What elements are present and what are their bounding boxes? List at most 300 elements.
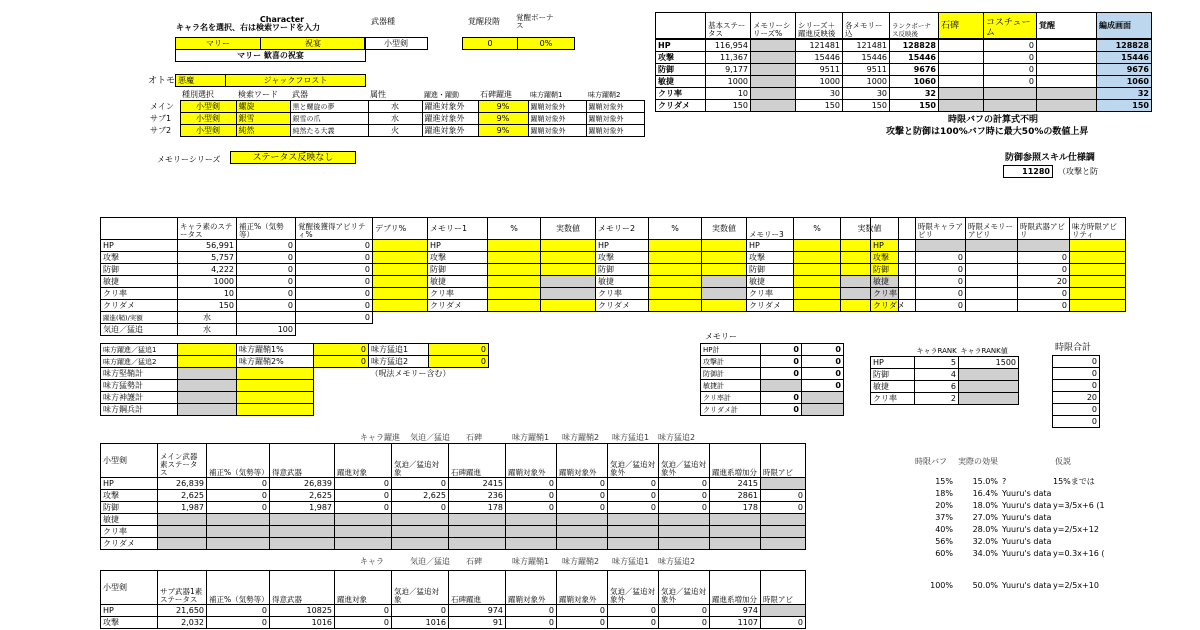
leap-value: 水 [178, 312, 237, 324]
memory-percent-input[interactable] [488, 252, 541, 264]
weapon-type-select[interactable]: 小型剣 [180, 113, 236, 125]
ally-mid-label[interactable] [237, 392, 314, 404]
weapon-stat-cell: 0 [335, 478, 392, 490]
weapon-stat-label: HP [101, 478, 158, 490]
memory-series-select[interactable]: ステータス反映なし [231, 152, 356, 164]
ally-timed-input[interactable] [1070, 264, 1126, 276]
weapon-preheader: キャラ [360, 557, 384, 566]
weapon-header: 属性 [370, 89, 386, 99]
stat-base: 1000 [178, 276, 237, 288]
weapon-stat-cell [608, 538, 659, 550]
memory-percent-input[interactable] [794, 300, 841, 312]
defense-ref-label: 防御参照スキル仕様調 [1005, 153, 1095, 163]
timed-weapon-abil: 0 [1018, 300, 1070, 312]
buff-source: Yuuru's data [1002, 501, 1052, 510]
char-name-cell[interactable]: マリー [176, 38, 261, 50]
memory-real-input[interactable] [702, 276, 747, 288]
memory-total-b: 0 [802, 368, 844, 380]
weapon-stat-row [101, 502, 806, 514]
buff-effect: 18.0% [972, 501, 998, 510]
weapon-ally2: 躍鞘対象外 [586, 125, 644, 137]
timed-weapon-abil [1018, 240, 1070, 252]
rank-label: HP [871, 357, 915, 369]
buff-header: 仮説 [1055, 457, 1071, 466]
timed-label: クリ率 [871, 288, 916, 300]
memory-stat-label: HP [428, 240, 488, 252]
weapon-header: 気迫／猛追対象外 [659, 444, 710, 478]
memory-percent-input[interactable] [649, 252, 702, 264]
stat-label: 攻撃 [101, 252, 178, 264]
weapon-header: 種別選択 [182, 89, 214, 99]
timed-mem-abil [966, 264, 1018, 276]
buff-source: Yuuru's data [1002, 513, 1052, 522]
ally-mid-value [314, 404, 369, 416]
weapon-header: 石碑躍進 [449, 571, 506, 605]
otomo-type-cell[interactable]: 悪魔 [176, 75, 226, 87]
stats-header: 実数値 [841, 218, 899, 240]
memory-percent-input[interactable] [649, 300, 702, 312]
memory-stat-label: クリ率 [428, 288, 488, 300]
buff-source: Yuuru's data [1002, 489, 1052, 498]
slot-label: メイン [150, 101, 174, 111]
weapon-header: 躍進対象 [335, 571, 392, 605]
summary-row-label: クリダメ [656, 100, 706, 112]
summary-row [656, 100, 1152, 112]
weapon-stat-cell: 26,839 [270, 478, 335, 490]
ally-input[interactable] [178, 392, 237, 404]
stat-label: クリ率 [101, 288, 178, 300]
summary-cell: 0 [984, 76, 1037, 88]
memory-total-label: 防御計 [701, 368, 761, 380]
memory-series-table [230, 151, 356, 164]
memory-stat-label: 攻撃 [596, 252, 649, 264]
memory-percent-input[interactable] [794, 252, 841, 264]
memory-percent-input[interactable] [488, 264, 541, 276]
weapon-header: 得意武器 [270, 444, 335, 478]
memory-percent-input[interactable] [794, 264, 841, 276]
summary-cell [751, 88, 796, 100]
defense-ref-table [1003, 165, 1053, 178]
rank-value[interactable]: 6 [915, 381, 959, 393]
summary-row [656, 64, 1152, 76]
memory-percent-input[interactable] [649, 276, 702, 288]
summary-cell: 121481 [796, 40, 843, 52]
summary-cell: 128828 [1097, 40, 1152, 52]
memory-percent-input[interactable] [488, 288, 541, 300]
memory-stat-label: HP [596, 240, 649, 252]
buff-hypothesis: y=0.3x+16 ( [1053, 549, 1105, 558]
timed-total-value: 0 [1053, 356, 1100, 368]
memory-total-row [701, 404, 844, 416]
memory-real-input[interactable] [541, 300, 596, 312]
stats-header: キャラ素のステータス [178, 218, 237, 240]
summary-body [655, 39, 1152, 112]
summary-cell [1037, 88, 1097, 100]
summary-cell [939, 88, 984, 100]
stat-base: 56,991 [178, 240, 237, 252]
slot-label: サブ2 [150, 125, 172, 135]
buff-value: 56% [935, 537, 953, 546]
weapon-header: 躍鞘対象外 [506, 571, 557, 605]
ally-input[interactable] [178, 404, 237, 416]
memory-total-b: 0 [802, 380, 844, 392]
weapon-leap: 躍進対象外 [422, 101, 478, 113]
memory-total-label: HP計 [701, 344, 761, 356]
summary-row [656, 88, 1152, 100]
weapon-type-select[interactable]: 小型剣 [180, 125, 236, 137]
memory-real-input[interactable] [541, 276, 596, 288]
weapon-stone[interactable]: 9% [478, 101, 528, 113]
ally-right-value[interactable]: 0 [429, 344, 489, 356]
ally-timed-input[interactable] [1070, 240, 1126, 252]
stats-header: 覚醒後獲得アビリティ% [296, 218, 373, 240]
otomo-name-cell[interactable]: ジャックフロスト [226, 75, 366, 87]
weapon-stat-cell: 0 [207, 605, 270, 617]
rank-value[interactable]: 5 [915, 357, 959, 369]
weapon-preheader: 味方猛追1 [612, 557, 650, 566]
weapon-header: 味方躍鞘2 [588, 90, 621, 99]
rank-table [870, 345, 1019, 405]
timed-total-value: 0 [1053, 416, 1100, 428]
weapon-attr: 火 [368, 125, 422, 137]
memory-percent-input[interactable] [794, 240, 841, 252]
awaken-stage-cell[interactable]: 0 [463, 38, 518, 50]
memory-real-input[interactable] [702, 252, 747, 264]
buff-source: Yuuru's data [1002, 525, 1052, 534]
weapon-stat-cell [392, 526, 449, 538]
stat-awaken: 0 [296, 264, 373, 276]
memory-real-input[interactable] [541, 288, 596, 300]
weapon-preheader: 味方躍鞘1 [512, 557, 550, 566]
memory-real-input[interactable] [702, 300, 747, 312]
weapon-stat-cell: 0 [335, 490, 392, 502]
weapon-stat-cell [207, 538, 270, 550]
memory-real-input[interactable] [541, 240, 596, 252]
ally-mid-value[interactable]: 0 [314, 344, 369, 356]
weapon-header: 躍進系増加分 [710, 444, 761, 478]
weapon-stone[interactable]: 9% [478, 125, 528, 137]
memory-percent-input[interactable] [649, 264, 702, 276]
memory-total-row [701, 356, 844, 368]
ally-mid-label[interactable] [237, 368, 314, 380]
weapon-leap: 躍進対象外 [422, 125, 478, 137]
ally-right-value[interactable]: 0 [429, 356, 489, 368]
summary-table [655, 12, 1152, 39]
memory-stat-label: クリ率 [747, 288, 794, 300]
weapon-preheader: キャラ躍進 [360, 433, 400, 442]
weapon-stat-cell [506, 514, 557, 526]
rank-amount [959, 369, 1019, 381]
weapon-stat-cell: 0 [557, 502, 608, 514]
summary-cell [1037, 64, 1097, 76]
summary-cell: 1060 [890, 76, 939, 88]
summary-cell: 1060 [1097, 76, 1152, 88]
weapon-stat-cell [710, 514, 761, 526]
weapon-header: 気迫／猛追対象外 [659, 571, 710, 605]
timed-header: 時限メモリーアビリ [966, 218, 1018, 240]
memory-stat-label: クリダメ [747, 300, 794, 312]
ally-input[interactable] [178, 380, 237, 392]
weapon-preheader: 味方躍鞘2 [562, 557, 600, 566]
stat-awaken: 0 [296, 240, 373, 252]
weapon-header: 気迫／猛追対象外 [608, 444, 659, 478]
weapon-stat-cell: 0 [392, 478, 449, 490]
rank-row [871, 393, 1019, 405]
weapon-stat-cell: 0 [608, 617, 659, 629]
weapon-stat-cell: 2,625 [270, 490, 335, 502]
weapon-stat-cell: 2415 [710, 478, 761, 490]
buff-effect: 15.0% [972, 477, 998, 486]
weapon-stat-cell [761, 538, 806, 550]
summary-cell: 128828 [890, 40, 939, 52]
weapon-stat-cell [761, 478, 806, 490]
summary-cell: 1000 [843, 76, 890, 88]
weapon-search-input[interactable]: 銀雪 [236, 113, 290, 125]
ally-mid-label[interactable] [237, 404, 314, 416]
summary-cell: 1000 [706, 76, 751, 88]
timed-total-value: 20 [1053, 392, 1100, 404]
character-select-table [175, 37, 366, 62]
summary-header: 覚醒 [1037, 13, 1097, 39]
summary-cell: 1000 [796, 76, 843, 88]
weapon-stat-cell: 1016 [392, 617, 449, 629]
summary-cell [939, 76, 984, 88]
timed-header: 時限キャラアビリ [916, 218, 966, 240]
weapon-stat-cell: 0 [659, 490, 710, 502]
stat-debri[interactable] [373, 300, 428, 312]
summary-cell: 150 [706, 100, 751, 112]
memory-real-input[interactable] [541, 252, 596, 264]
ally-input[interactable] [178, 368, 237, 380]
stat-correction: 0 [237, 276, 296, 288]
summary-cell: 9511 [796, 64, 843, 76]
main-weapon-table [100, 443, 806, 550]
stat-debri[interactable] [373, 276, 428, 288]
memory-percent-input[interactable] [488, 240, 541, 252]
weapon-stat-cell [659, 538, 710, 550]
summary-cell: 9676 [890, 64, 939, 76]
buff-header: 実際の効果 [958, 457, 998, 466]
stats-header: 補正%（気勢等） [237, 218, 296, 240]
buff-value: 60% [935, 549, 953, 558]
stat-debri[interactable] [373, 264, 428, 276]
stats-header: メモリー2 [596, 218, 649, 240]
summary-cell: 121481 [843, 40, 890, 52]
summary-cell [751, 40, 796, 52]
search-word-cell[interactable]: 祝宴 [261, 38, 366, 50]
weapon-stat-cell: 0 [207, 490, 270, 502]
timed-total-label: 時限合計 [1055, 343, 1092, 353]
ally-label: 味方躍進／猛追1 [101, 344, 178, 356]
weapon-stat-cell: 0 [335, 605, 392, 617]
summary-header: コスチューム [984, 13, 1037, 39]
weapon-stat-cell: 0 [608, 490, 659, 502]
summary-cell: 9676 [1097, 64, 1152, 76]
weapon-type-cell[interactable]: 小型剣 [365, 38, 428, 50]
ally-timed-input[interactable] [1070, 288, 1126, 300]
timed-label: 防御 [871, 264, 916, 276]
ally-timed-input[interactable] [1070, 300, 1126, 312]
summary-cell [984, 100, 1037, 112]
ally-label: 味方鋼兵計 [101, 404, 178, 416]
timed-label: 攻撃 [871, 252, 916, 264]
ally-timed-input[interactable] [1070, 252, 1126, 264]
weapon-title: 小型剣 [101, 444, 158, 478]
stat-debri[interactable] [373, 288, 428, 300]
buff-source: ? [1002, 477, 1007, 486]
summary-row-label: 攻撃 [656, 52, 706, 64]
weapon-stat-label: クリダメ [101, 538, 158, 550]
weapon-ally1: 躍鞘対象外 [528, 113, 586, 125]
summary-cell: 10 [706, 88, 751, 100]
weapon-stat-row [101, 526, 806, 538]
weapon-stat-cell: 0 [761, 490, 806, 502]
weapon-stat-cell: 1,987 [270, 502, 335, 514]
ally-right-value [429, 392, 489, 404]
memory-series-label: メモリーシリーズ [157, 155, 221, 164]
timed-total-row [1053, 404, 1100, 416]
summary-cell: 30 [843, 88, 890, 100]
stat-awaken: 0 [296, 276, 373, 288]
weapon-stat-cell: 0 [506, 478, 557, 490]
buff-value: 20% [935, 501, 953, 510]
leap-num: 0 [296, 312, 373, 324]
memory-percent-input[interactable] [488, 300, 541, 312]
rank-row [871, 357, 1019, 369]
ally-label: 味方躍進／猛追2 [101, 356, 178, 368]
ally-timed-input[interactable] [1070, 276, 1126, 288]
weapon-preheader: 石碑 [466, 433, 482, 442]
weapon-type-select[interactable]: 小型剣 [180, 101, 236, 113]
ally-mid-label[interactable] [237, 380, 314, 392]
timed-row [871, 264, 1126, 276]
stats-header: メモリー1 [428, 218, 488, 240]
weapon-stat-cell: 2,625 [392, 490, 449, 502]
note-buff-formula: 時限バフの計算式不明 [948, 115, 1039, 125]
weapon-header: 気迫／猛追対象 [392, 571, 449, 605]
weapon-row-main [148, 101, 644, 113]
weapon-stat-row [101, 538, 806, 550]
weapon-search-input[interactable]: 純然 [236, 125, 290, 137]
ally-right-label: 味方猛追1 [369, 344, 429, 356]
memory-total-label: クリ率計 [701, 392, 761, 404]
stats-header: % [649, 218, 702, 240]
timed-mem-abil [966, 240, 1018, 252]
weapon-row-sub1 [148, 113, 644, 125]
weapon-header: 補正%（気勢等） [207, 571, 270, 605]
stat-label: 防御 [101, 264, 178, 276]
weapon-stat-cell: 0 [608, 502, 659, 514]
memory-percent-input[interactable] [649, 240, 702, 252]
weapon-stat-cell [659, 514, 710, 526]
timed-row [871, 240, 1126, 252]
summary-cell: 32 [890, 88, 939, 100]
stat-debri[interactable] [373, 252, 428, 264]
memory-percent-input[interactable] [649, 288, 702, 300]
awaken-bonus-label: 覚醒ボーナス [516, 13, 554, 31]
memory-percent-input[interactable] [794, 276, 841, 288]
memory-real-input[interactable] [702, 288, 747, 300]
memory-real-input[interactable] [702, 264, 747, 276]
summary-cell: 150 [890, 100, 939, 112]
ally-right-label [369, 380, 429, 392]
weapon-stone[interactable]: 9% [478, 113, 528, 125]
rank-amount [959, 393, 1019, 405]
memory-real-input[interactable] [702, 240, 747, 252]
stats-header: 実数値 [702, 218, 747, 240]
summary-row-label: HP [656, 40, 706, 52]
weapon-leap: 躍進対象外 [422, 113, 478, 125]
memory-stat-label: 敏捷 [428, 276, 488, 288]
memory-real-input[interactable] [541, 264, 596, 276]
weapon-stat-cell [207, 514, 270, 526]
memory-percent-input[interactable] [488, 276, 541, 288]
weapon-stat-cell: 178 [710, 502, 761, 514]
weapon-stat-cell: 0 [392, 605, 449, 617]
memory-total-a: 0 [761, 392, 802, 404]
character-label: Character [259, 15, 305, 24]
timed-mem-abil [966, 288, 1018, 300]
summary-cell [1037, 40, 1097, 52]
weapon-stat-cell [506, 538, 557, 550]
summary-header: 石碑 [939, 13, 984, 39]
memory-total-label: 敏捷計 [701, 380, 761, 392]
memory-percent-input[interactable] [794, 288, 841, 300]
summary-cell [751, 64, 796, 76]
summary-cell: 150 [1097, 100, 1152, 112]
timed-weapon-abil: 20 [1018, 276, 1070, 288]
weapon-stat-cell: 0 [207, 478, 270, 490]
ally-input[interactable] [178, 356, 237, 368]
timed-row [871, 276, 1126, 288]
weapon-stat-cell: 0 [608, 478, 659, 490]
weapon-header: 時限アビ [761, 571, 806, 605]
weapon-search-input[interactable]: 螺旋 [236, 101, 290, 113]
weapon-stat-cell: 1016 [270, 617, 335, 629]
memory-total-b: 0 [802, 356, 844, 368]
ally-right-value [429, 380, 489, 392]
weapon-stat-cell: 974 [449, 605, 506, 617]
memory-stat-label: 敏捷 [596, 276, 649, 288]
stat-correction: 0 [237, 240, 296, 252]
weapon-stat-cell [761, 526, 806, 538]
weapon-stat-row [101, 478, 806, 490]
timed-mem-abil [966, 252, 1018, 264]
ally-mid-value[interactable]: 0 [314, 356, 369, 368]
stat-debri[interactable] [373, 240, 428, 252]
weapon-type-table [364, 37, 428, 50]
weapon-preheader: 気迫／猛追 [410, 557, 450, 566]
sub-weapon-table [100, 570, 806, 629]
memory-stat-label: 敏捷 [747, 276, 794, 288]
weapon-stat-cell [158, 514, 207, 526]
weapon-stat-cell: 21,650 [158, 605, 207, 617]
weapon-stat-cell [710, 538, 761, 550]
timed-total-row [1053, 356, 1100, 368]
timed-char-abil: 0 [916, 300, 966, 312]
memory-stat-label: クリダメ [428, 300, 488, 312]
weapon-stat-cell [608, 526, 659, 538]
weapon-stat-cell [659, 526, 710, 538]
rank-value[interactable]: 2 [915, 393, 959, 405]
weapon-header: 躍進対象 [335, 444, 392, 478]
rank-value[interactable]: 4 [915, 369, 959, 381]
rank-label: 敏捷 [871, 381, 915, 393]
summary-row-label: クリ率 [656, 88, 706, 100]
ally-right-value [429, 404, 489, 416]
ally-input[interactable] [178, 344, 237, 356]
summary-cell [751, 76, 796, 88]
